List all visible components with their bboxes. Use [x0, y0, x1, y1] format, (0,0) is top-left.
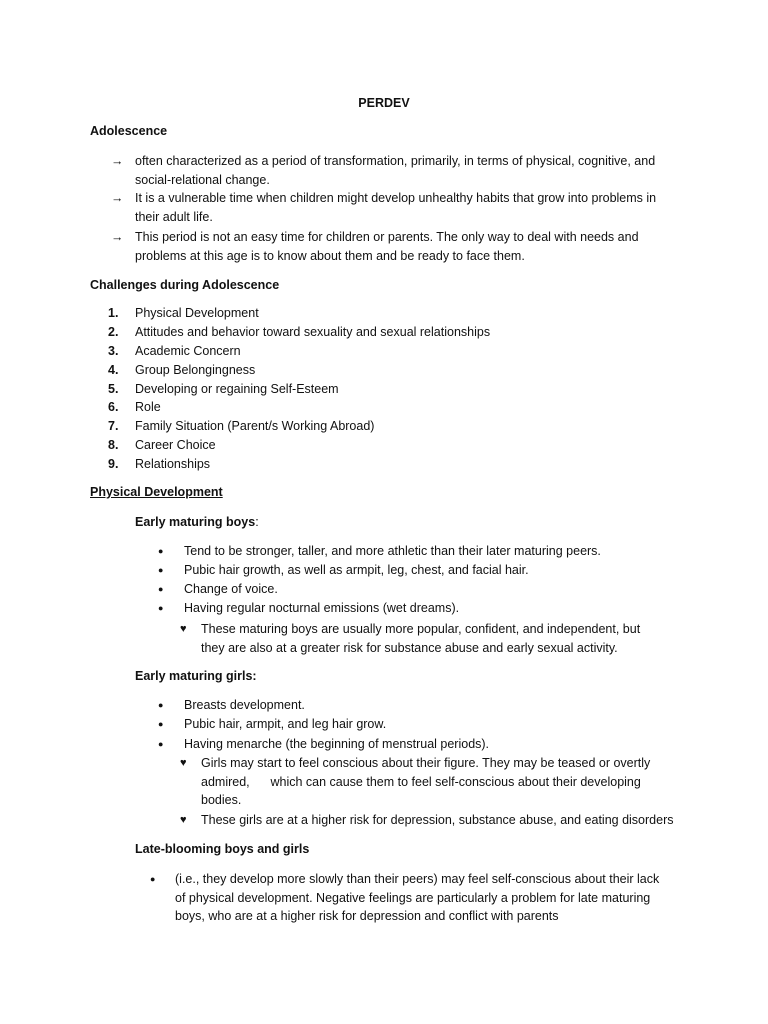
bullet-icon: ● — [150, 874, 156, 884]
heart-icon: ♥ — [180, 814, 187, 826]
heart-icon: ♥ — [180, 757, 187, 769]
arrow-icon: → — [111, 154, 124, 168]
list-item: 8. Career Choice — [108, 438, 216, 452]
heading-physical-development: Physical Development — [90, 485, 223, 499]
item-text-line: social-relational change. — [135, 172, 270, 187]
bullet-icon: ● — [158, 700, 164, 710]
bullet-icon: ● — [158, 546, 164, 556]
subheading-early-girls: Early maturing girls: — [135, 669, 257, 683]
list-item: 1. Physical Development — [108, 306, 259, 320]
item-text-line: This period is not an easy time for children or parents. The only way to deal with needs and — [135, 230, 639, 244]
bullet-icon: ● — [158, 565, 164, 575]
document-title: PERDEV — [358, 96, 410, 110]
bullet-icon: ● — [158, 584, 164, 594]
list-item: 3. Academic Concern — [108, 344, 241, 358]
bullet-icon: ● — [158, 603, 164, 613]
bullet-icon: ● — [158, 719, 164, 729]
list-item: 4. Group Belongingness — [108, 363, 256, 377]
document-page: PERDEV Adolescence → often characterized as a period of transformation, primarily, in terms of physical, cognitive, and social-relational change. → It is a vulnerable time when children might develop unhealthy habits that grow into problems in their adult life. → This period is not an easy time for children or parents. The only way to deal with needs and problems at this age is to know about them and be ready to face them. Challenges during Adolescence 1. Physical Development 2. Attitudes and behavior toward sexuality and sexual relationships 3. Academic Concern 4. Group Belongingness 5. Developing or regaining Self-Esteem 6. Role 7. Family Situation (Parent/s Working Abroad) 8. Career Choice 9. Relationships Physical Development Early maturing boys: ● Tend to be stronger, taller, and more athletic than their later maturing peers. ● Pubic hair growth, as well as armpit, leg, chest, and facial hair. ● Change of voice. ● Having regular nocturnal emissions (wet dreams). ♥ These maturing boys are usually more popular, confident, and independent, but they are also at a greater risk for substance abuse and early sexual activity. Early maturing girls: ● Breasts development. ● Pubic hair, armpit, and leg hair grow. ● Having menarche (the beginning of menstrual periods). ♥ Girls may start to feel conscious about their figure. They may be teased or overtly admired, which can cause them to feel self-conscious about their developing bodies. ♥ These girls are at a higher risk for depression, substance abuse, and eating disorders Late-blooming boys and girls ● (i.e., they develop more slowly than their peers) may feel self-conscious about their lack of physical development. Negative feelings are particularly a problem for late maturing boys, who are at a higher risk for depression and conflict with parents — [0, 0, 768, 1024]
arrow-icon: → — [111, 230, 124, 244]
heading-adolescence: Adolescence — [90, 124, 168, 138]
item-text-line: It is a vulnerable time when children might develop unhealthy habits that grow into problems in — [135, 191, 657, 205]
list-item: 5. Developing or regaining Self-Esteem — [108, 382, 339, 396]
item-text-line: problems at this age is to know about them and be ready to face them. — [135, 248, 525, 263]
heading-challenges: Challenges during Adolescence — [90, 278, 280, 292]
list-item: 6. Role — [108, 400, 161, 414]
bullet-icon: ● — [158, 739, 164, 749]
list-item: 7. Family Situation (Parent/s Working Abroad) — [108, 419, 375, 433]
item-text-line: their adult life. — [135, 209, 213, 224]
subheading-early-boys: Early maturing boys: — [135, 515, 259, 529]
heart-icon: ♥ — [180, 623, 187, 635]
arrow-icon: → — [111, 191, 124, 205]
subheading-late-blooming: Late-blooming boys and girls — [135, 842, 310, 856]
list-item: 9. Relationships — [108, 457, 211, 471]
list-item: 2. Attitudes and behavior toward sexuality and sexual relationships — [108, 325, 491, 339]
item-text-line: often characterized as a period of transformation, primarily, in terms of physical, cognitive, and — [135, 154, 656, 168]
